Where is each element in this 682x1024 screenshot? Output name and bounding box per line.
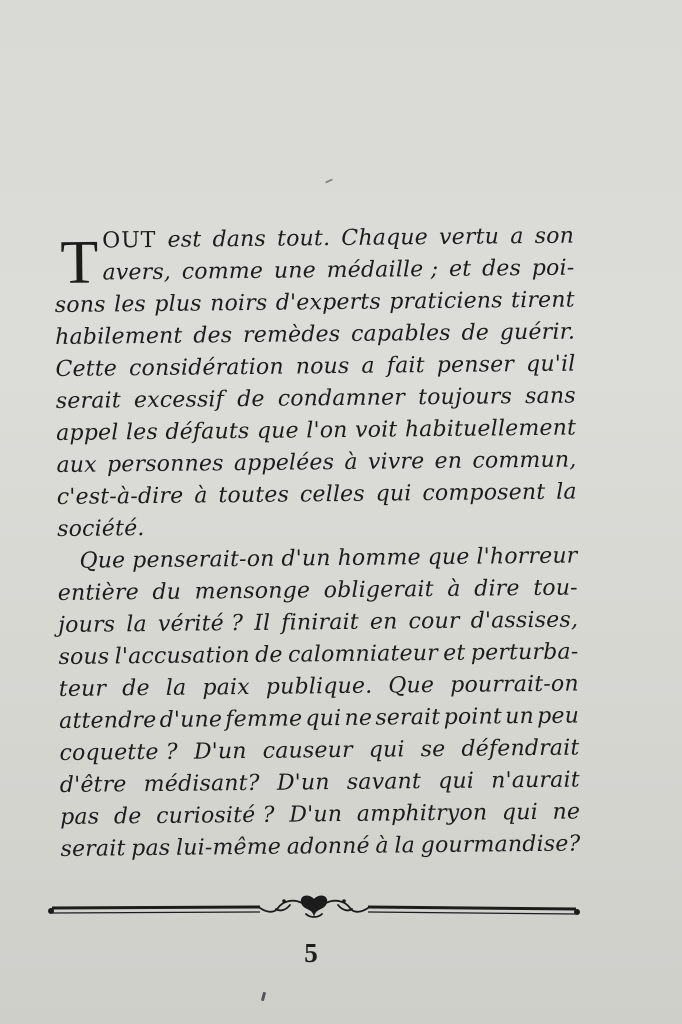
word: tout. (276, 226, 331, 252)
word: jours (58, 612, 116, 638)
word: vérité ? (157, 611, 244, 637)
word: D'un (193, 739, 247, 765)
word: à (344, 449, 358, 475)
word: de (122, 676, 150, 702)
word: commun, (472, 447, 577, 474)
word: femme (225, 706, 303, 733)
word: qui (305, 706, 342, 732)
drop-cap: T (60, 228, 99, 297)
word: de (461, 320, 490, 346)
word: ne (344, 705, 373, 731)
word: que (427, 544, 470, 571)
word: adonné (286, 833, 370, 860)
word: médaille ; (326, 256, 439, 284)
word: Chaque (341, 225, 429, 251)
text-line (102, 253, 574, 290)
word: habituellement (404, 415, 577, 443)
word: une (273, 258, 317, 284)
dropcap-lines (54, 221, 575, 290)
word: en (434, 448, 463, 475)
paper-speck (261, 992, 266, 1001)
word: finirait (281, 609, 359, 636)
word: d'une (159, 707, 223, 733)
paper-speck (325, 178, 333, 183)
word: qui (438, 768, 475, 795)
word: point (443, 704, 503, 730)
word: avers, (102, 259, 172, 286)
word: voit (354, 417, 398, 443)
word: qui (375, 481, 412, 507)
word: à (447, 576, 461, 602)
word: appel (56, 420, 119, 446)
word: D'un (276, 770, 330, 796)
word: obligerait (323, 577, 434, 604)
word: pas (60, 804, 100, 830)
word: toujours (417, 384, 513, 411)
word: d'assises, (470, 607, 579, 634)
word: mensonge (194, 578, 311, 605)
divider-rule-right (368, 907, 580, 915)
word: la (165, 675, 187, 701)
ornamental-divider (46, 888, 582, 928)
word: condamner (277, 385, 406, 412)
word: praticiens (389, 288, 503, 315)
word: penserait-on (132, 546, 275, 574)
word: toutes (218, 482, 290, 509)
word: causeur (262, 737, 353, 764)
word: défauts (165, 418, 250, 445)
word: du (152, 579, 182, 605)
word: attendre (59, 707, 157, 734)
word: guérir. (499, 319, 576, 346)
word: pourrait-on (450, 671, 579, 698)
word: son (534, 223, 575, 249)
word: calomniateur (287, 641, 438, 668)
word: serait (375, 704, 441, 731)
word: l'on (306, 417, 348, 444)
word: l'horreur (476, 543, 578, 570)
word: en (369, 609, 398, 635)
word: a (510, 224, 524, 250)
word: aux (56, 452, 97, 478)
word: peu (537, 703, 580, 729)
word: appelées (233, 450, 335, 477)
text-line (102, 221, 574, 258)
word: des (193, 323, 233, 349)
word: la (126, 612, 147, 638)
word: paix (202, 674, 250, 701)
word: homme (337, 545, 421, 572)
word: nous (295, 353, 350, 380)
word: serait (55, 388, 121, 414)
word: serait (60, 836, 126, 862)
word: que (256, 418, 299, 444)
word: à (194, 483, 208, 509)
word: remèdes (242, 322, 341, 349)
word: composent (422, 479, 546, 507)
word: dans (212, 226, 267, 253)
word: de (113, 804, 142, 830)
paragraph-2 (57, 541, 580, 866)
word: les (113, 292, 147, 318)
word: sans (524, 383, 576, 410)
word: dire (474, 576, 520, 602)
word: habilement (55, 323, 183, 350)
word: noirs (210, 290, 268, 317)
word: pas (131, 835, 171, 862)
word: vivre (367, 449, 425, 475)
word: Cette (55, 356, 118, 382)
word: d'un (281, 546, 331, 572)
word: vertu (438, 224, 500, 250)
word: se (420, 736, 446, 763)
word: poi- (531, 255, 575, 281)
word: gourmandise? (420, 831, 581, 859)
word: Il (254, 610, 271, 636)
word: amphitryon (356, 800, 488, 827)
word: défendrait (461, 735, 580, 762)
word: la (556, 479, 577, 505)
word: personnes (106, 451, 224, 478)
word: OUT (102, 227, 157, 254)
word: sons (54, 292, 106, 318)
word: est (167, 227, 202, 253)
text-block (54, 221, 581, 866)
divider-rule-left (48, 907, 260, 914)
word: sous (58, 644, 110, 670)
word: d'être (59, 772, 127, 798)
word: a (361, 353, 375, 379)
paragraph-1 (54, 221, 577, 546)
word: plus (154, 291, 202, 317)
word: publique. (265, 673, 373, 700)
word: entière (57, 580, 140, 606)
word: de (255, 642, 283, 668)
word: et (443, 640, 466, 666)
word: teur (58, 676, 107, 702)
word: qui (368, 737, 405, 763)
word: un (505, 704, 535, 730)
word: à (375, 833, 389, 859)
word: qu'il (525, 351, 576, 378)
word: lui-même (175, 834, 282, 861)
page-number: 5 (304, 938, 318, 968)
word: d'experts (275, 289, 382, 316)
word: fait (386, 353, 425, 379)
word: société. (57, 516, 145, 542)
word: la (394, 833, 416, 859)
word: curiosité ? (156, 802, 275, 829)
word: n'aurait (491, 767, 580, 794)
word: penser (436, 352, 515, 378)
word: considération (128, 354, 284, 382)
word: coquette ? (59, 739, 178, 766)
word: ne (552, 799, 581, 825)
word: celles (299, 481, 365, 508)
word: savant (346, 769, 422, 795)
word: Que (79, 548, 126, 574)
word: médisant? (143, 770, 260, 798)
word: perturba- (470, 639, 579, 666)
word: des (481, 256, 522, 282)
word: capables (350, 320, 451, 347)
word: cour (408, 608, 460, 635)
word: et (448, 256, 472, 282)
word: D'un (289, 802, 343, 828)
word: tou- (533, 575, 578, 602)
word: comme (181, 258, 264, 285)
fleuron-icon (260, 896, 368, 917)
word: de (237, 386, 265, 413)
word: les (125, 419, 159, 446)
word: l'accusation (114, 642, 250, 670)
word: excessif (133, 387, 225, 414)
word: tirent (510, 287, 575, 314)
word: c'est-à-dire (56, 483, 184, 510)
word: qui (501, 799, 539, 826)
word: Que (388, 673, 435, 699)
text-line (60, 829, 580, 866)
